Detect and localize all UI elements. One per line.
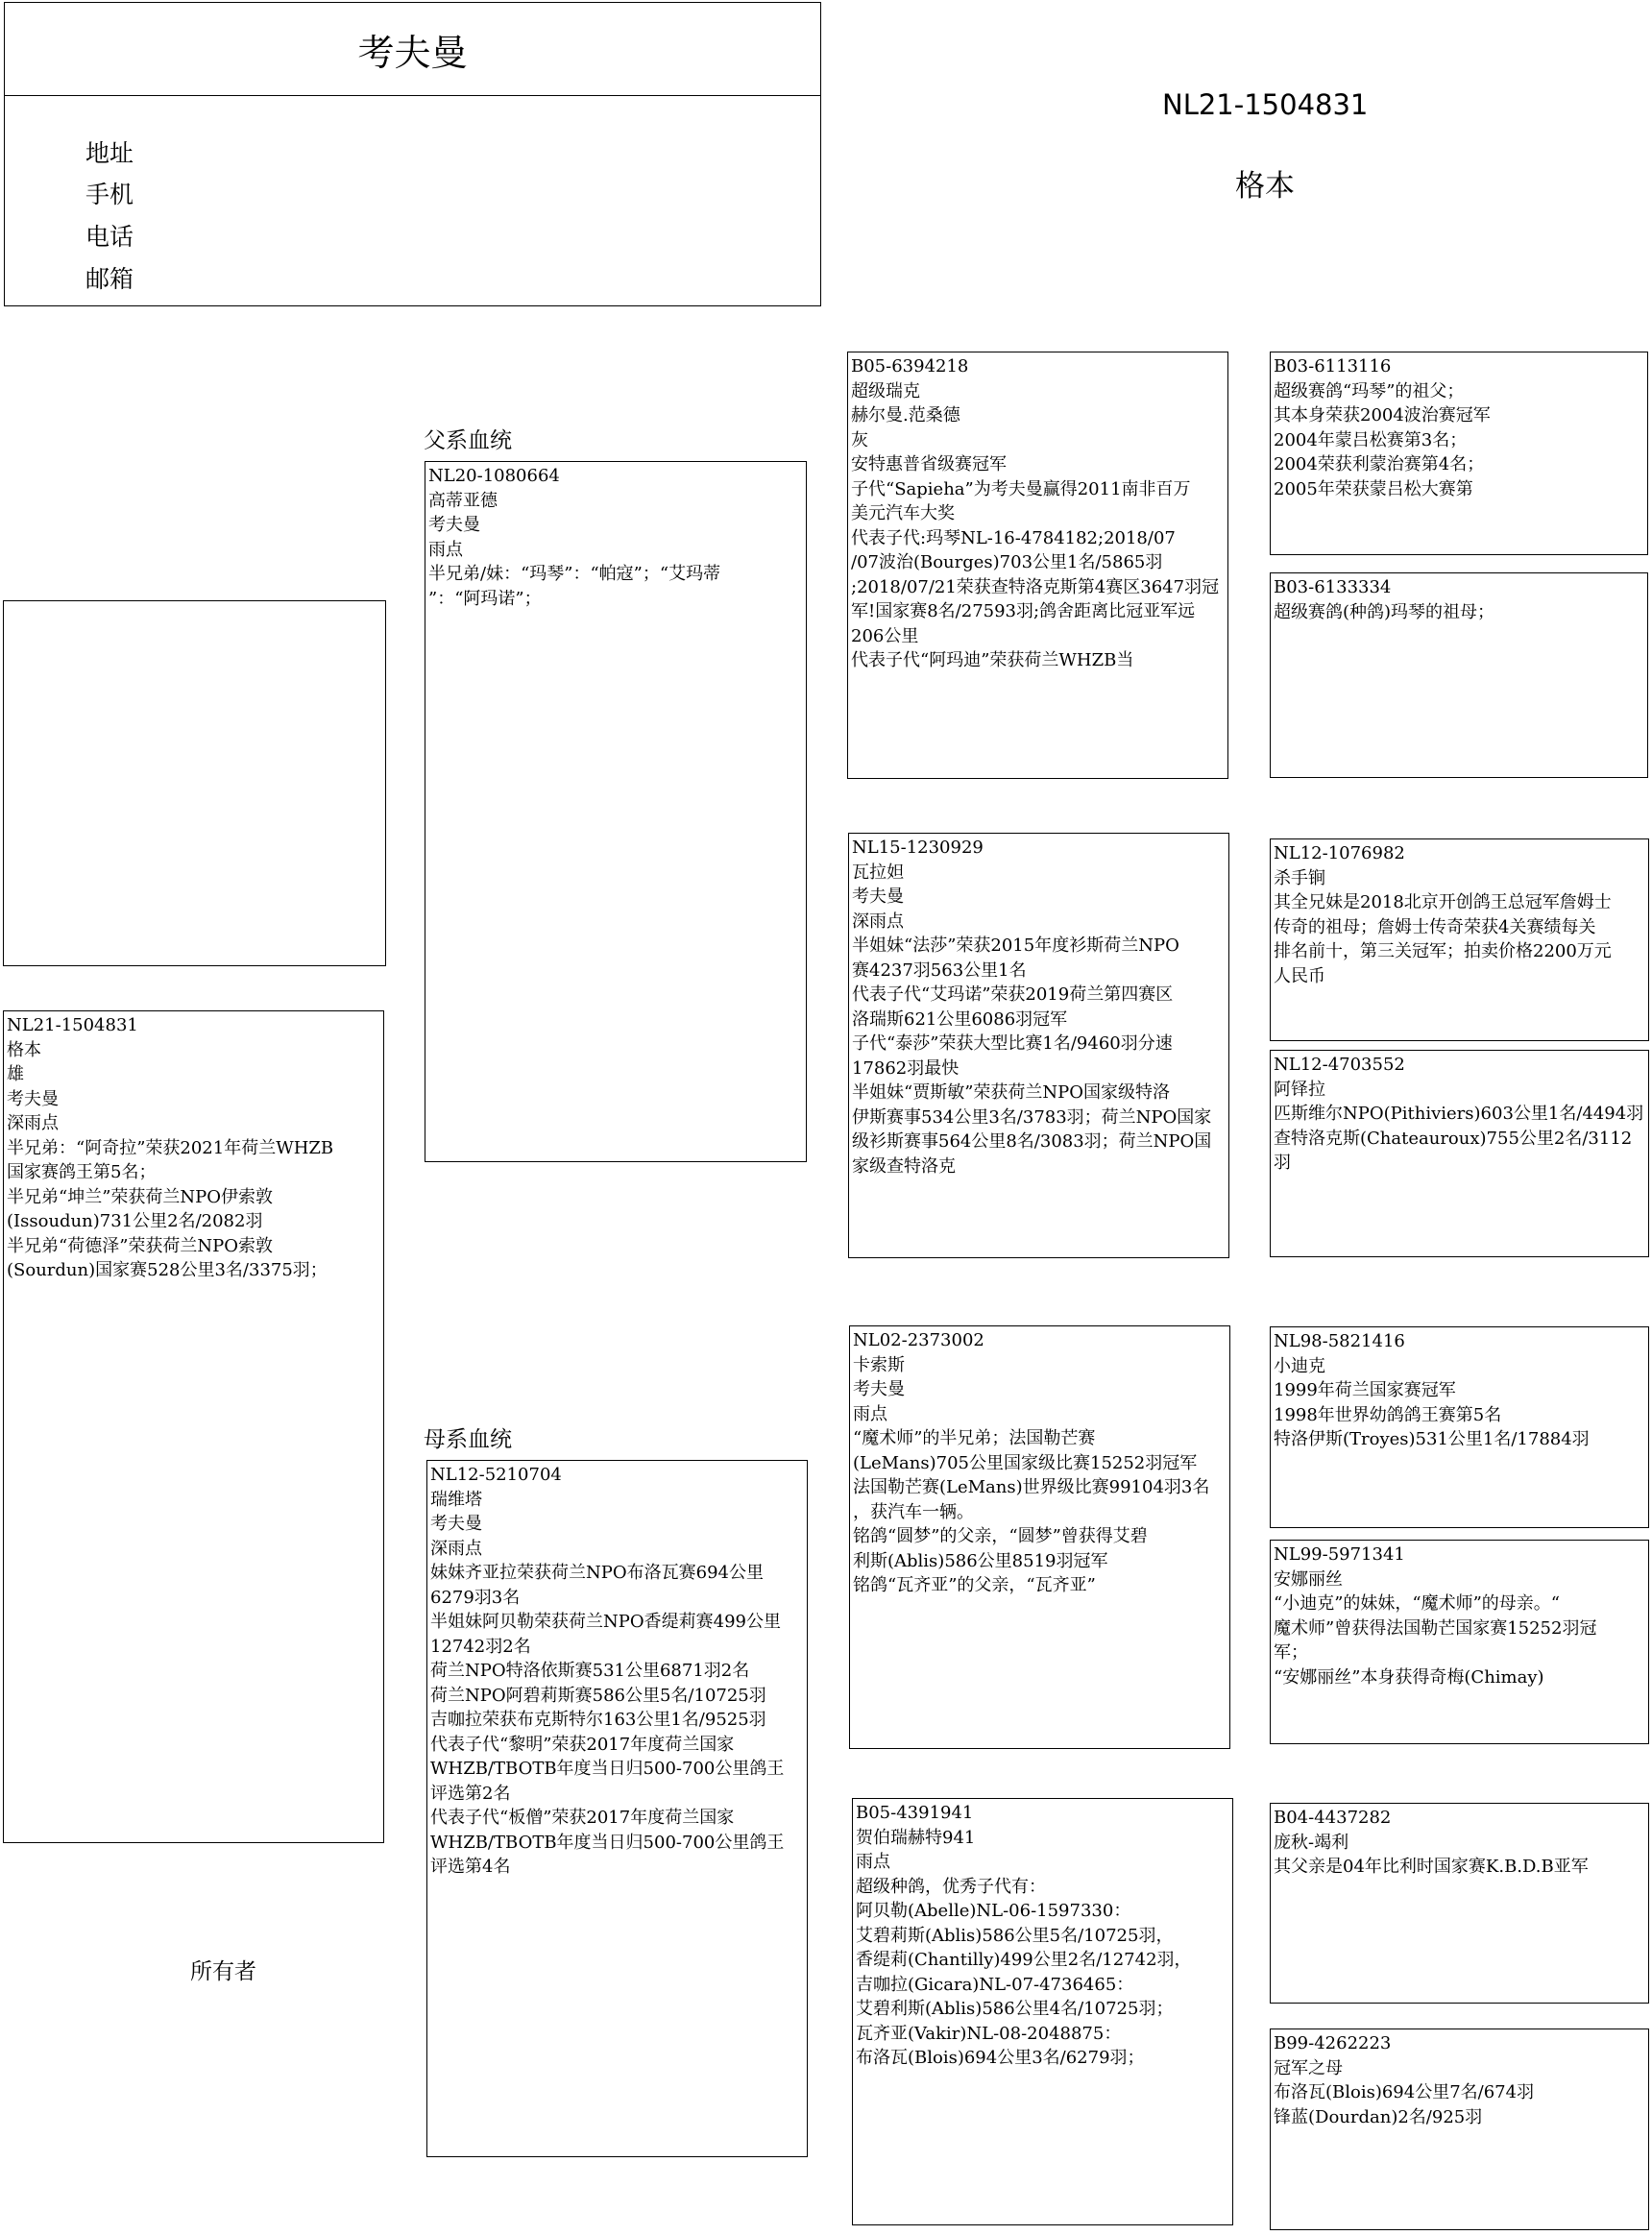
dam-sire-line: 法国勒芒赛(LeMans)世界级比赛99104羽3名 [853,1477,1210,1497]
photo-placeholder [3,600,386,966]
sire-line: NL20-1080664 [428,466,560,486]
dam-dam-line: 超级种鸽，优秀子代有： [856,1876,1046,1897]
dam-line: 评选第4名 [430,1857,511,1877]
ss-dam-line: 超级赛鸽(种鸽)玛琴的祖母； [1274,601,1495,622]
sire-sire-card [847,352,1228,779]
sire-sire-line: 206公里 [851,625,919,646]
dam-line: 6279羽3名 [430,1587,521,1608]
ds-sire-line: 1998年世界幼鸽鸽王赛第5名 [1274,1404,1502,1425]
sire-sire-line: /07波治(Bourges)703公里1名/5865羽 [851,552,1163,572]
ss-dam-line: B03-6133334 [1274,577,1392,597]
sire-sire-line: 代表子代:玛琴NL-16-4784182;2018/07 [851,527,1176,548]
dd-sire-card [1270,1803,1649,2004]
sire-dam-line: 深雨点 [852,911,904,932]
ss-sire-line: 2005年荣获蒙吕松大赛第 [1274,478,1473,499]
sire-sire-line: 超级瑞克 [851,380,920,401]
dam-line: 瑞维塔 [430,1489,482,1510]
dam-line: 荷兰NPO阿碧莉斯赛586公里5名/10725羽 [430,1685,766,1706]
sd-sire-line: 传奇的祖母；詹姆士传奇荣获4关赛绩每关 [1274,916,1596,937]
dam-sire-line: 卡索斯 [853,1354,905,1375]
dd-sire-line: 庞秋-竭利 [1274,1832,1349,1853]
dd-sire-line: 其父亲是04年比利时国家赛K.B.D.B亚军 [1274,1857,1589,1877]
sire-line: 考夫曼 [428,515,480,535]
dam-dam-line: 贺伯瑞赫特941 [856,1827,976,1848]
subject-line: NL21-1504831 [7,1015,138,1035]
dam-line: 荷兰NPO特洛依斯赛531公里6871羽2名 [430,1661,750,1681]
ds-dam-line: 军； [1274,1642,1308,1663]
sire-line: ”：“阿玛诺”； [428,588,542,609]
bird-name-heading: 格本 [1235,169,1295,204]
sd-dam-line: NL12-4703552 [1274,1055,1405,1075]
dam-sire-line: 铭鸽“圆梦”的父亲，“圆梦”曾获得艾碧 [853,1526,1148,1546]
dam-line: 妹妹齐亚拉荣获荷兰NPO布洛瓦赛694公里 [430,1563,764,1583]
subject-line: 半兄弟：“阿奇拉”荣获2021年荷兰WHZB [7,1137,334,1158]
subject-card [3,1010,384,1843]
dd-dam-line: B99-4262223 [1274,2033,1392,2053]
sire-dam-line: 瓦拉妲 [852,862,904,883]
sire-sire-line: ;2018/07/21荣获查特洛克斯第4赛区3647羽冠 [851,576,1220,597]
address-label: 地址 [85,139,134,167]
subject-line: 半兄弟“坤兰”荣获荷兰NPO伊索敦 [7,1186,274,1207]
sire-dam-line: 半姐妹“贾斯敏”荣获荷兰NPO国家级特洛 [852,1082,1171,1103]
sd-sire-line: NL12-1076982 [1274,843,1405,863]
sd-sire-card [1270,838,1649,1041]
dam-sire-line: (LeMans)705公里国家级比赛15252羽冠军 [853,1452,1198,1473]
sire-dam-line: 级衫斯赛事564公里8名/3083羽；荷兰NPO国 [852,1131,1212,1152]
ds-sire-card [1270,1326,1649,1528]
dd-dam-line: 锋蓝(Dourdan)2名/925羽 [1274,2106,1483,2127]
phone-label: 电话 [85,223,134,251]
mobile-label: 手机 [85,181,134,208]
dam-dam-line: 香缇莉(Chantilly)499公里2名/12742羽， [856,1950,1192,1970]
ds-dam-line: “小迪克”的妹妹，“魔术师”的母亲。“ [1274,1593,1561,1614]
ds-dam-line: NL99-5971341 [1274,1544,1405,1565]
sd-dam-line: 匹斯维尔NPO(Pithiviers)603公里1名/4494羽 [1274,1104,1644,1124]
sire-sire-line: 美元汽车大奖 [851,503,955,523]
dam-card [426,1460,808,2157]
dam-dam-line: 瓦齐亚(Vakir)NL-08-2048875： [856,2023,1122,2044]
dam-dam-line: B05-4391941 [856,1803,974,1823]
ss-sire-card [1270,352,1648,555]
sire-sire-line: 安特惠普省级赛冠军 [851,454,1007,474]
sire-sire-line: 军!国家赛8名/27593羽;鸽舍距离比冠亚军远 [851,601,1196,621]
subject-line: 深雨点 [7,1113,59,1133]
ds-dam-line: “安娜丽丝”本身获得奇梅(Chimay) [1274,1666,1544,1688]
owner-name: 考夫曼 [5,3,820,96]
ds-dam-line: 安娜丽丝 [1274,1568,1343,1590]
sire-dam-card [848,833,1229,1258]
sire-dam-line: 17862羽最快 [852,1057,960,1079]
dam-dam-line: 布洛瓦(Blois)694公里3名/6279羽； [856,2048,1145,2068]
sd-dam-line: 阿铎拉 [1274,1079,1325,1100]
sire-line: 雨点 [428,539,463,560]
sire-line: 高蒂亚德 [428,490,498,511]
dd-sire-line: B04-4437282 [1274,1808,1392,1828]
sire-sire-line: 赫尔曼.范桑德 [851,405,960,425]
dam-sire-line: NL02-2373002 [853,1330,984,1350]
dam-line: 吉咖拉荣获布克斯特尔163公里1名/9525羽 [430,1710,766,1730]
sd-sire-line: 其全兄妹是2018北京开创鸽王总冠军詹姆士 [1274,892,1612,912]
dam-sire-line: 铭鸽“瓦齐亚”的父亲，“瓦齐亚” [853,1575,1096,1595]
sire-dam-line: 考夫曼 [852,887,904,907]
subject-line: (Sourdun)国家赛528公里3名/3375羽； [7,1260,328,1280]
dam-sire-line: ，获汽车一辆。 [853,1501,974,1522]
sd-sire-line: 杀手锏 [1274,867,1325,888]
subject-line: 半兄弟“荷德泽”荣获荷兰NPO索敦 [7,1235,274,1256]
sire-dam-line: 子代“泰莎”荣获大型比赛1名/9460羽分速 [852,1033,1173,1054]
dam-sire-line: 利斯(Ablis)586公里8519羽冠军 [853,1550,1108,1571]
sire-dam-line: 代表子代“艾玛诺”荣获2019荷兰第四赛区 [852,984,1174,1005]
dd-dam-card [1270,2029,1649,2230]
ds-sire-line: NL98-5821416 [1274,1331,1405,1351]
ds-dam-card [1270,1540,1649,1744]
dam-dam-line: 雨点 [856,1852,890,1872]
dam-dam-line: 艾碧利斯(Ablis)586公里4名/10725羽； [856,1999,1174,2019]
sire-card [425,461,807,1162]
ss-sire-line: 其本身荣获2004波治赛冠军 [1274,405,1491,425]
sire-dam-line: 洛瑞斯621公里6086羽冠军 [852,1008,1068,1030]
dam-line: 深雨点 [430,1538,482,1559]
email-label: 邮箱 [85,265,134,293]
owner-contact-box [4,2,821,306]
sire-dam-line: 赛4237羽563公里1名 [852,960,1027,981]
dam-dam-line: 艾碧莉斯(Ablis)586公里5名/10725羽， [856,1925,1174,1946]
dam-line: NL12-5210704 [430,1465,562,1485]
sire-sire-line: 灰 [851,429,868,450]
dd-dam-line: 布洛瓦(Blois)694公里7名/674羽 [1274,2082,1535,2102]
sire-dam-line: 半姐妹“法莎”荣获2015年度衫斯荷兰NPO [852,935,1179,956]
sire-dam-line: NL15-1230929 [852,838,984,858]
dam-dam-line: 吉咖拉(Gicara)NL-07-4736465： [856,1974,1134,1995]
subject-line: (Issoudun)731公里2名/2082羽 [7,1211,263,1231]
sd-dam-card [1270,1050,1649,1257]
sd-sire-line: 人民币 [1274,965,1325,986]
sire-sire-line: 代表子代“阿玛迪”荣获荷兰WHZB当 [851,650,1134,670]
ss-sire-line: 超级赛鸽“玛琴”的祖父； [1274,380,1465,401]
sd-sire-line: 排名前十，第三关冠军；拍卖价格2200万元 [1274,941,1612,961]
ds-sire-line: 1999年荷兰国家赛冠军 [1274,1380,1456,1400]
subject-line: 国家赛鸽王第5名； [7,1162,157,1182]
owner-label: 所有者 [190,1959,256,1984]
ss-sire-line: 2004年蒙吕松赛第3名； [1274,429,1468,450]
dam-sire-line: “魔术师”的半兄弟；法国勒芒赛 [853,1428,1096,1448]
dam-dam-line: 阿贝勒(Abelle)NL-06-1597330： [856,1901,1131,1921]
dam-line: 12742羽2名 [430,1636,531,1657]
ss-sire-line: B03-6113116 [1274,356,1392,377]
dam-line: WHZB/TBOTB年度当日归500-700公里鸽王 [430,1832,785,1853]
sire-dam-line: 家级查特洛克 [852,1155,956,1177]
sire-line-label: 父系血统 [424,428,512,453]
dam-sire-card [849,1325,1230,1749]
subject-line: 考夫曼 [7,1088,59,1109]
sire-sire-line: B05-6394218 [851,356,969,377]
dam-line: 考夫曼 [430,1514,482,1534]
ss-sire-line: 2004荣获利蒙治赛第4名； [1274,454,1485,474]
dam-line: 评选第2名 [430,1783,511,1804]
dam-line: 代表子代“板僧”荣获2017年度荷兰国家 [430,1808,735,1828]
ds-sire-line: 特洛伊斯(Troyes)531公里1名/17884羽 [1274,1429,1590,1449]
sire-dam-line: 伊斯赛事534公里3名/3783羽；荷兰NPO国家 [852,1106,1212,1128]
ring-number-heading: NL21-1504831 [1162,88,1369,121]
dam-dam-card [852,1798,1233,2225]
sd-dam-line: 查特洛克斯(Chateauroux)755公里2名/3112羽 [1274,1128,1633,1173]
dd-dam-line: 冠军之母 [1274,2057,1343,2078]
sire-line: 半兄弟/妹：“玛琴”：“帕寇”；“艾玛蒂 [428,564,721,584]
dam-sire-line: 雨点 [853,1403,887,1424]
subject-line: 雄 [7,1064,24,1084]
dam-line: 代表子代“黎明”荣获2017年度荷兰国家 [430,1734,735,1755]
dam-line: WHZB/TBOTB年度当日归500-700公里鸽王 [430,1759,785,1779]
subject-line: 格本 [7,1039,41,1060]
ss-dam-card [1270,572,1648,778]
ds-sire-line: 小迪克 [1274,1355,1325,1376]
dam-line: 半姐妹阿贝勒荣获荷兰NPO香缇莉赛499公里 [430,1612,781,1632]
ds-dam-line: 魔术师”曾获得法国勒芒国家赛15252羽冠 [1274,1617,1597,1639]
dam-sire-line: 考夫曼 [853,1379,905,1399]
sire-sire-line: 子代“Sapieha”为考夫曼赢得2011南非百万 [851,478,1191,499]
dam-line-label: 母系血统 [424,1427,512,1452]
